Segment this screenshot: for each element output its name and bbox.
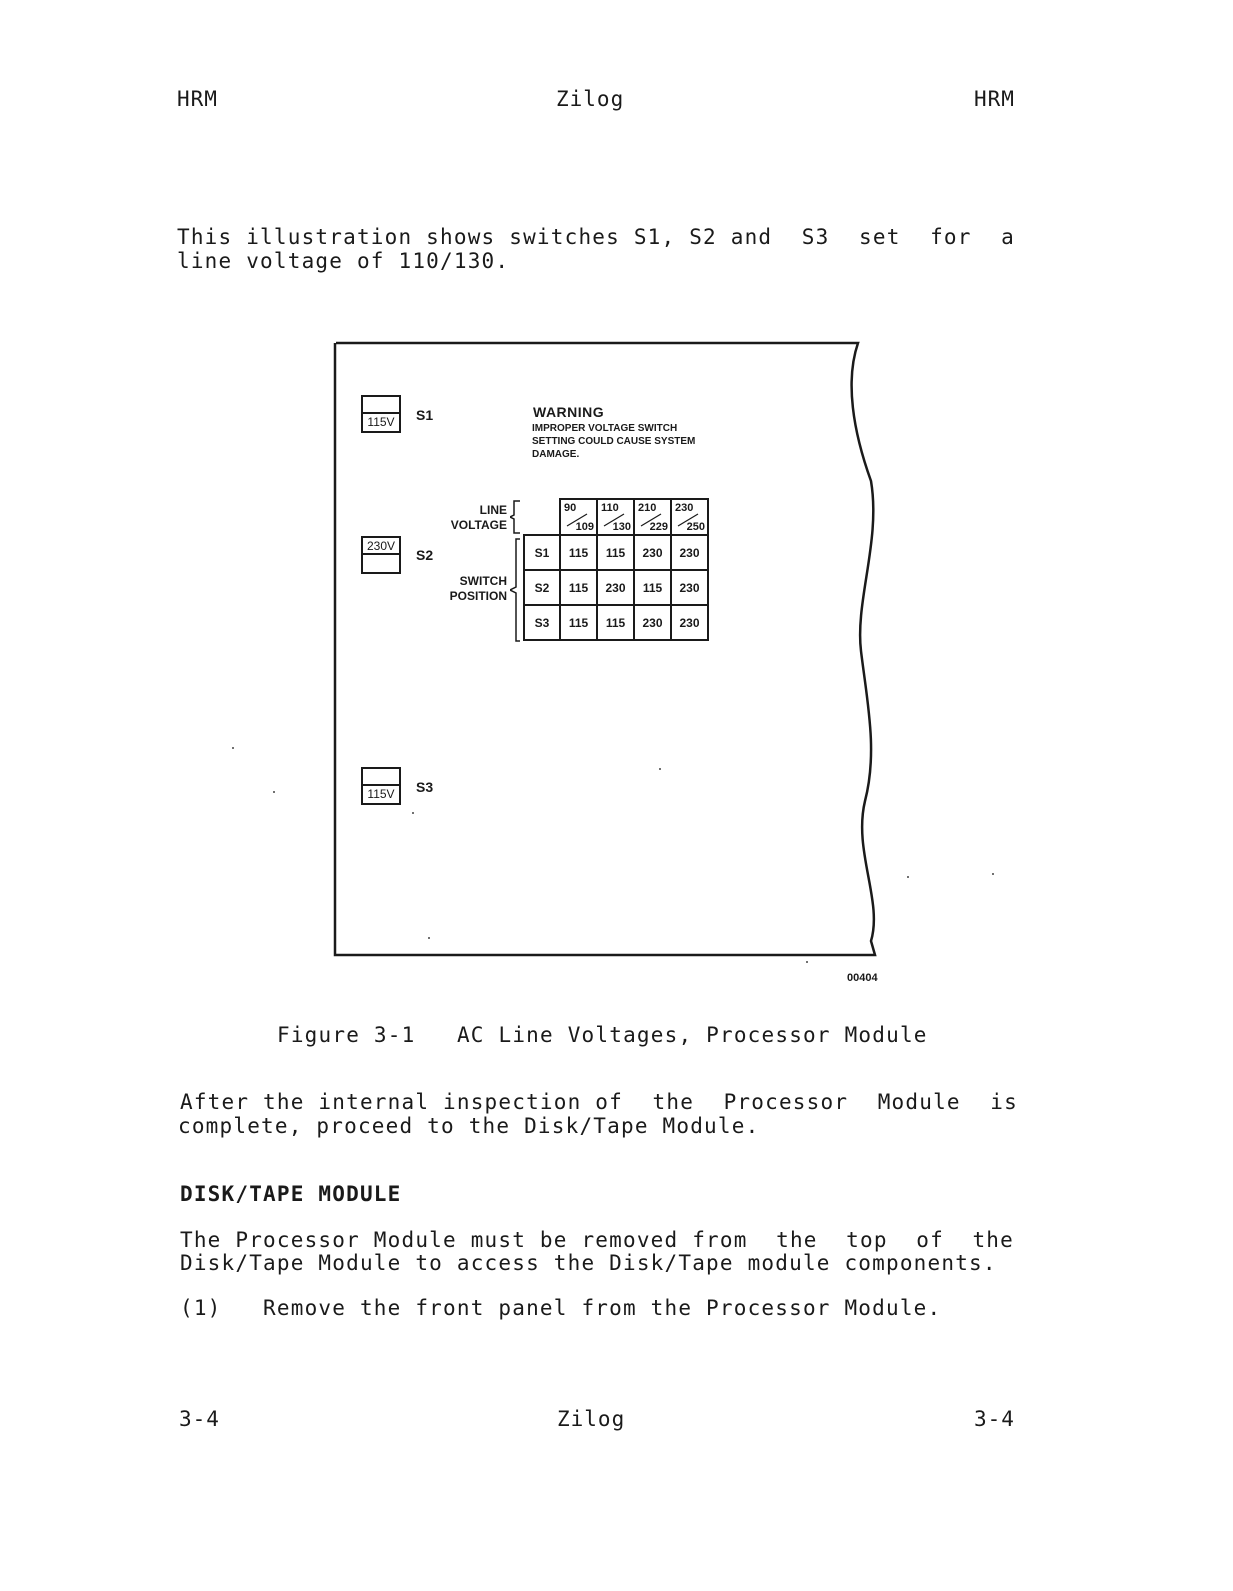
table-corner: [524, 499, 560, 535]
intro-word: S3: [801, 225, 830, 249]
section-title: DISK/TAPE MODULE: [180, 1182, 402, 1206]
speck: [992, 873, 994, 875]
row-switch-label: S2: [524, 570, 560, 605]
warning-title: WARNING: [533, 404, 605, 420]
table-row: [524, 570, 708, 605]
after-line-2: complete, proceed to the Disk/Tape Module.: [178, 1114, 760, 1138]
after-word: After the internal inspection of: [180, 1090, 623, 1114]
table-cell: 230: [634, 535, 671, 570]
switch-s1-name: S1: [416, 407, 434, 423]
section-word: the: [776, 1228, 818, 1252]
switch-s2-setting: 230V: [366, 539, 396, 553]
range-high: 130: [612, 521, 631, 533]
speck: [428, 937, 430, 939]
range-cell: [634, 499, 671, 535]
switch-s1-top: [363, 397, 399, 414]
table-cell: 115: [634, 570, 671, 605]
switch-s3-top: [363, 769, 399, 786]
intro-line-1: [177, 225, 1015, 249]
speck: [659, 768, 661, 770]
table-cell: 230: [634, 605, 671, 640]
table-cell: 230: [671, 535, 708, 570]
switch-s1: [361, 395, 401, 433]
after-word: Module: [877, 1090, 961, 1114]
range-low: 110: [601, 502, 619, 514]
range-cell: [560, 499, 597, 535]
section-word: of: [916, 1228, 944, 1252]
range-cell: [671, 499, 708, 535]
switch-s3-setting: 115V: [367, 787, 395, 801]
table-row: [524, 535, 708, 570]
section-line-2: Disk/Tape Module to access the Disk/Tape module components.: [180, 1251, 997, 1275]
after-line-1: [180, 1090, 1018, 1114]
intro-word: set: [859, 225, 901, 249]
switch-s3: [361, 767, 401, 805]
speck: [412, 812, 414, 814]
table-cell: 115: [560, 535, 597, 570]
footer-right: 3-4: [974, 1407, 1015, 1431]
table-cell: 115: [560, 605, 597, 640]
switch-s2-name: S2: [416, 547, 434, 563]
speck: [806, 961, 808, 963]
speck: [273, 791, 275, 793]
step-1: (1) Remove the front panel from the Processor Module.: [180, 1296, 942, 1320]
header-right: HRM: [974, 87, 1015, 111]
footer-left: 3-4: [179, 1407, 220, 1431]
table-cell: 115: [597, 605, 634, 640]
switch-position-label: SWITCH POSITION: [449, 574, 507, 603]
table-row: [524, 605, 708, 640]
section-word: the: [972, 1228, 1014, 1252]
figure-caption: Figure 3-1 AC Line Voltages, Processor Module: [277, 1023, 928, 1047]
section-line-1: [180, 1228, 1014, 1252]
table-cell: 230: [597, 570, 634, 605]
table-cell: 230: [671, 570, 708, 605]
range-high: 250: [686, 521, 705, 533]
range-low: 230: [675, 502, 694, 514]
after-word: Processor: [723, 1090, 849, 1114]
line-voltage-bracket: [510, 499, 524, 535]
footer-center: Zilog: [557, 1407, 626, 1431]
after-word: is: [990, 1090, 1018, 1114]
table-cell: 115: [560, 570, 597, 605]
range-high: 109: [575, 521, 594, 533]
section-word: The Processor Module must be removed from: [180, 1228, 748, 1252]
intro-word: a: [1001, 225, 1015, 249]
line-voltage-label: LINE VOLTAGE: [450, 503, 507, 532]
switch-s1-setting: 115V: [367, 415, 395, 429]
table-cell: 115: [597, 535, 634, 570]
table-cell: 230: [671, 605, 708, 640]
after-word: the: [652, 1090, 695, 1114]
range-low: 90: [564, 502, 577, 514]
row-switch-label: S3: [524, 605, 560, 640]
figure-number: 00404: [847, 972, 878, 984]
intro-word: for: [930, 225, 972, 249]
row-switch-label: S1: [524, 535, 560, 570]
warning-text: IMPROPER VOLTAGE SWITCH SETTING COULD CAUSE SYSTEM DAMAGE.: [532, 423, 696, 460]
switch-position-bracket: [510, 537, 524, 643]
header-left: HRM: [177, 87, 218, 111]
range-cell: [597, 499, 634, 535]
intro-word: This illustration shows switches S1, S2 and: [177, 225, 773, 249]
switch-s2: [361, 536, 401, 574]
speck: [907, 876, 909, 878]
range-high: 229: [649, 521, 668, 533]
switch-s3-name: S3: [416, 779, 434, 795]
header-center: Zilog: [556, 87, 625, 111]
intro-line-2: line voltage of 110/130.: [177, 249, 510, 273]
figure-panel: [333, 341, 893, 961]
voltage-switch-table: [523, 498, 709, 641]
range-low: 210: [638, 502, 657, 514]
speck: [232, 747, 234, 749]
table-header-row: [524, 499, 708, 535]
section-word: top: [846, 1228, 888, 1252]
switch-s2-bottom: [363, 555, 399, 572]
